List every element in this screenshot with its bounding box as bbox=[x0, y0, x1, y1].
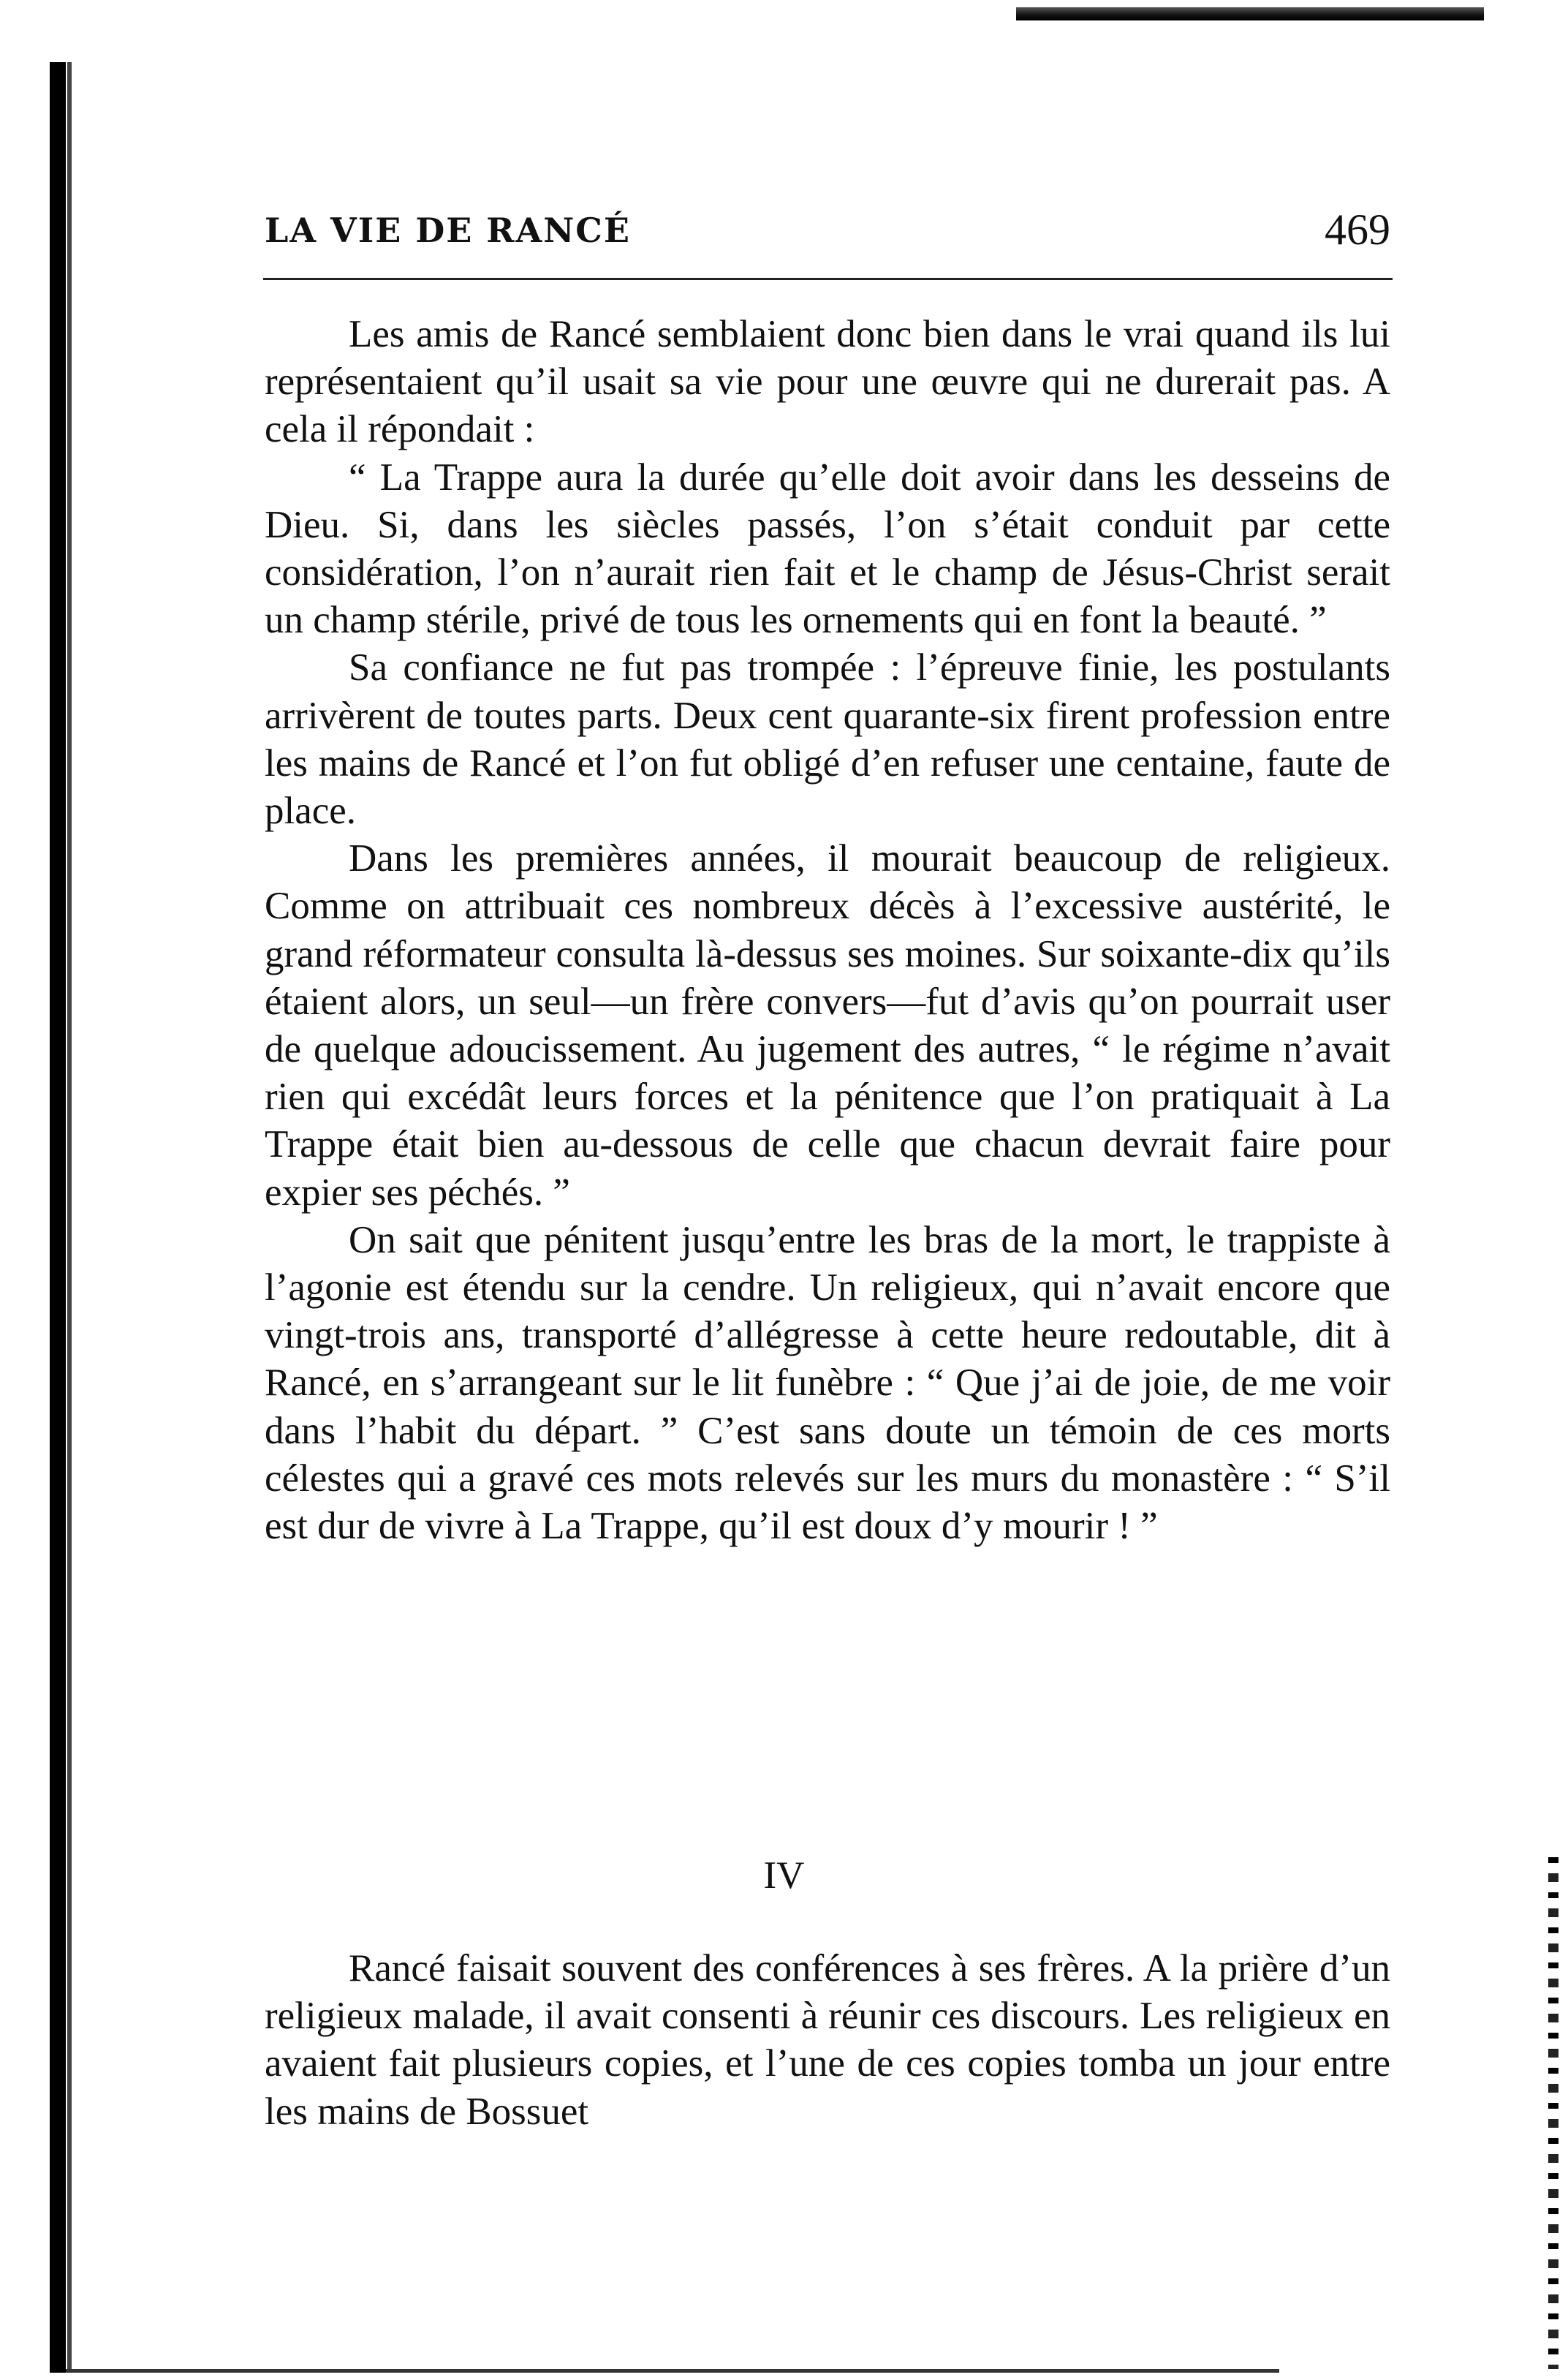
running-head bbox=[265, 205, 1390, 263]
scan-right-edge-noise bbox=[1548, 1857, 1558, 2369]
header-divider bbox=[263, 278, 1393, 280]
scan-left-border-shadow bbox=[67, 62, 72, 2373]
scan-top-rule bbox=[1016, 7, 1484, 20]
body-text bbox=[265, 311, 1390, 1550]
page-number: 469 bbox=[1325, 205, 1390, 254]
section-paragraph-1: Rancé faisait souvent des conférences à ses frères. A la prière d’un religieux malade, il avait consenti à réunir ces discours. Les religieux en avaient fait plusieurs copies, et l’une de ces copies tomba un jour entre les mains de Bossuet bbox=[265, 1947, 1390, 2133]
scan-bottom-rule bbox=[66, 2369, 1279, 2373]
paragraph-4: Dans les premières années, il mourait beaucoup de religieux. Comme on attribuait ces nombreux décès à l’excessive austérité, le grand réformateur consulta là-dessus ses moines. Sur soixante-dix qu’ils étaient alors, un seul—un frère convers—fut d’avis qu’on pourrait user de quelque adoucissement. Au jugement des autres, “ le régime n’avait rien qui excédât leurs forces et la pénitence que l’on pratiquait à La Trappe était bien au-dessous de celle que chacun devrait faire pour expier ses péchés. ” bbox=[265, 837, 1390, 1214]
scan-left-border bbox=[50, 62, 66, 2373]
paragraph-5: On sait que pénitent jusqu’entre les bras de la mort, le trappiste à l’agonie est étendu sur la cendre. Un religieux, qui n’avait encore que vingt-trois ans, transporté d’allégresse à cette heure redoutable, dit à Rancé, en s’arrangeant sur le lit funèbre : “ Que j’ai de joie, de me voir dans l’habit du départ. ” C’est sans doute un témoin de ces morts célestes qui a gravé ces mots relevés sur les murs du monastère : “ S’il est dur de vivre à La Trappe, qu’il est doux d’y mourir ! ” bbox=[265, 1218, 1390, 1548]
section-heading: IV bbox=[763, 1854, 805, 1897]
section-body-text bbox=[265, 1945, 1390, 2136]
paragraph-2: “ La Trappe aura la durée qu’elle doit avoir dans les desseins de Dieu. Si, dans les siècles passés, l’on s’était conduit par cette considération, l’on n’aurait rien fait et le champ de Jésus-Christ serait un champ stérile, privé de tous les ornements qui en font la beauté. ” bbox=[265, 456, 1390, 642]
paragraph-1: Les amis de Rancé semblaient donc bien dans le vrai quand ils lui représentaient qu’il usait sa vie pour une œuvre qui ne durerait pas. A cela il répondait : bbox=[265, 313, 1390, 451]
paragraph-3: Sa confiance ne fut pas trompée : l’épreuve finie, les postulants arrivèrent de toutes parts. Deux cent quarante-six firent profession entre les mains de Rancé et l’on fut obligé d’en refuser une centaine, faute de place. bbox=[265, 646, 1390, 833]
running-head-title: LA VIE DE RANCÉ bbox=[265, 211, 631, 250]
